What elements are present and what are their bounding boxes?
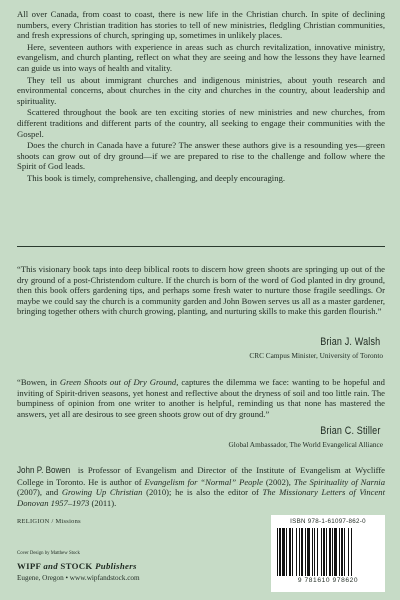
barcode-bar	[279, 528, 281, 576]
publisher-word: STOCK	[57, 561, 96, 571]
endorsement-text-part: “Bowen, in	[17, 377, 60, 387]
bio-text: (2007), and	[17, 487, 62, 498]
endorser-signature: Brian J. Walsh	[319, 336, 380, 348]
bio-text: is Professor of Evangelism and Director of the Institute of Evangelism at Wycliffe College in Toronto. He is author of	[17, 465, 385, 487]
book-title-italic: Green Shoots out of Dry Ground	[59, 377, 177, 387]
barcode-bar	[339, 528, 340, 576]
bio-text: (2002),	[262, 476, 294, 487]
description-paragraph-3: They tell us about immigrant churches and indigenous ministries, about youth research and environmental concerns, about churches in the city and churches in the country, about leadership and spirituality.	[17, 74, 385, 106]
barcode-bar	[312, 528, 313, 576]
barcode-bar	[323, 528, 325, 576]
publisher-word: and	[43, 561, 58, 571]
book-title-italic: The Spirituality of Narnia	[293, 476, 385, 487]
endorser-role: Global Ambassador, The World Evangelical Alliance	[228, 440, 383, 449]
publisher-address: Eugene, Oregon • www.wipfandstock.com	[17, 574, 140, 582]
barcode-bar	[334, 528, 337, 576]
category-label: RELIGION / Missions	[17, 518, 81, 525]
divider-rule	[17, 246, 385, 247]
description-paragraph-4: Scattered throughout the book are ten exciting stories of new ministries and new churches, from different traditions and different parts of the country, all seeking to engage their communities with the Gospel.	[17, 107, 385, 139]
bio-text: (2010); he is also the editor of	[142, 487, 263, 498]
description-paragraph-1: All over Canada, from coast to coast, there is new life in the Christian church. In spite of declining numbers, every Christian tradition has stories to tell of new ministries, fledgling Christian communities, and fresh expressions of church, springing up, sometimes in unlikely places.	[17, 9, 385, 41]
barcode-bar	[277, 528, 278, 576]
barcode-bar	[305, 528, 306, 576]
barcode-bar	[286, 528, 287, 576]
barcode-bar	[282, 528, 285, 576]
barcode-digits: 9 781610 978620	[297, 577, 359, 584]
cover-credit: Cover Design by Matthew Stock	[17, 551, 80, 556]
description-paragraph-5: Does the church in Canada have a future? The answer these authors give is a resounding yes—green shoots can grow out of dry ground—if we are prepared to rise to the challenge and follow where the Spirit of God leads.	[17, 140, 385, 172]
barcode-icon	[277, 528, 379, 576]
barcode-bar	[314, 528, 315, 576]
publisher-word: Publishers	[95, 561, 137, 571]
author-name: John P. Bowen	[17, 465, 71, 476]
barcode-bar	[299, 528, 300, 576]
barcode-bar	[321, 528, 322, 576]
endorser-role: CRC Campus Minister, University of Toronto	[249, 351, 383, 360]
barcode-bar	[348, 528, 349, 576]
author-bio	[17, 465, 385, 508]
bio-text: (2011).	[89, 497, 117, 508]
description-paragraph-2: Here, seventeen authors with experience in areas such as church revitalization, innovative ministry, evangelism, and church planting, reflect on what they are seeing and how the lessons they have learned can guide us into ways of health and vitality.	[17, 41, 385, 73]
barcode-bar	[296, 528, 297, 576]
barcode-bar	[329, 528, 331, 576]
endorsement-stiller	[17, 377, 385, 419]
barcode-bar	[289, 528, 291, 576]
barcode-bar	[292, 528, 293, 576]
barcode-bar	[351, 528, 352, 576]
barcode-bar	[307, 528, 310, 576]
isbn-label: ISBN 978-1-61097-862-0	[290, 518, 366, 525]
book-title-italic: Growing Up Christian	[61, 487, 143, 498]
book-description	[17, 9, 385, 185]
barcode-box	[271, 515, 385, 592]
barcode-bar	[317, 528, 318, 576]
endorsement-text-part: , captures the dilemma we face: wanting to be hopeful and inviting of Spirit-driven seasons, yet honest and reflective about the dryness of soil and too little rain. The bumpiness of opinion from one writer to another is helpful, reminding us that none has mastered the answers, yet all are desirous to see green shoots grow out of dry ground.”	[17, 377, 385, 419]
barcode-bar	[326, 528, 327, 576]
endorser-signature: Brian C. Stiller	[319, 425, 380, 437]
book-title-italic: Evangelism for “Normal” People	[144, 476, 263, 487]
barcode-bar	[332, 528, 333, 576]
publisher-word: WIPF	[17, 561, 44, 571]
barcode-bar	[341, 528, 343, 576]
book-title-italic: The Missionary Letters of Vincent Donovan 1957–1973	[17, 487, 385, 508]
barcode-bar	[344, 528, 345, 576]
publisher-name	[17, 561, 137, 571]
endorsement-walsh	[17, 264, 385, 317]
endorsement-text	[17, 377, 385, 419]
endorsement-text: “This visionary book taps into deep biblical roots to discern how green shoots are springing up out of the dry ground of a post-Christendom culture. If the church is born of the word of God planted in dry ground, then this book offers gardening tips, and perhaps some fresh water to nurture those fragile seedlings. Or maybe we could say the church is a community garden and John Bowen serves us all as a master gardener, bringing together others with church growing, planting, and nurturing skills to make this garden flourish.”	[17, 264, 385, 317]
barcode-bar	[301, 528, 303, 576]
description-paragraph-6: This book is timely, comprehensive, challenging, and deeply encouraging.	[27, 172, 286, 183]
